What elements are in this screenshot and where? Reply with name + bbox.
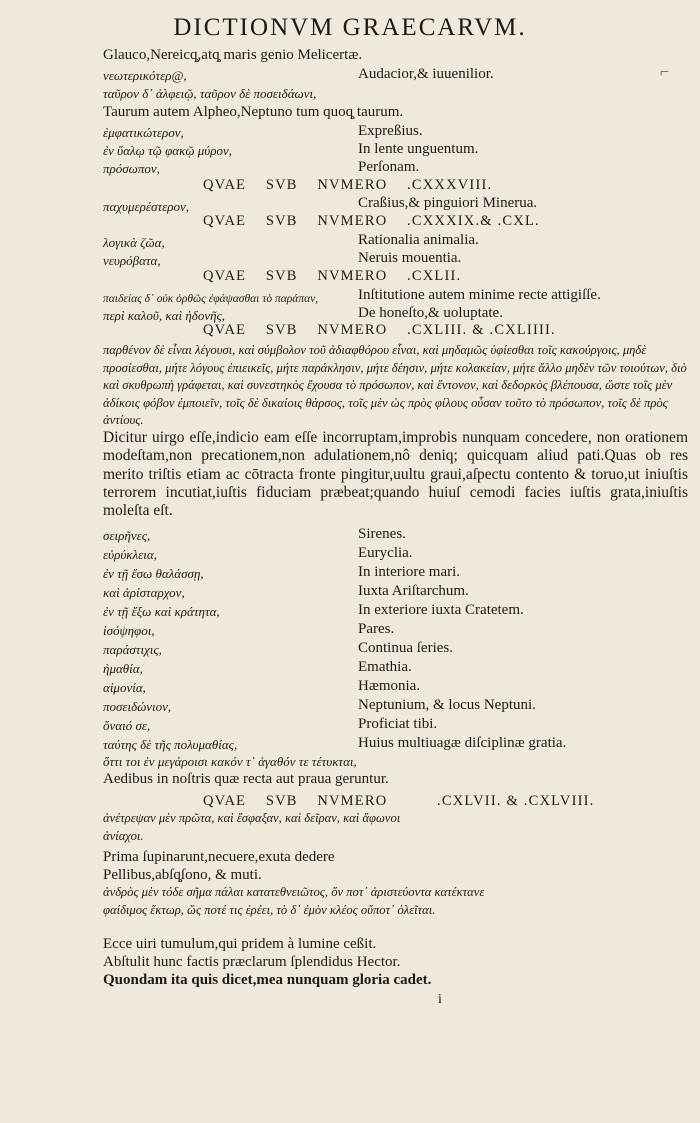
- greek-line: ὅττι τοι ἐν μεγάροισι κακόν τ᾽ ἀγαθόν τε τέτυκται,: [103, 754, 357, 769]
- latin-translation: Expreßius.: [358, 123, 423, 139]
- greek-term: παράστιχις,: [103, 642, 162, 657]
- text-line: Taurum autem Alpheo,Neptuno tum quoq̧ taurum.: [103, 104, 404, 120]
- text-line: Glauco,Nereicq̧,atq̧ maris genio Melicertæ.: [103, 47, 363, 63]
- heading-word: SVB: [265, 322, 298, 338]
- heading-number: .CXLIII. & .CXLIIII.: [407, 322, 556, 338]
- greek-term: παχυμερέστερον,: [103, 199, 189, 214]
- latin-translation: In lente unguentum.: [358, 141, 479, 157]
- latin-translation: Rationalia animalia.: [358, 232, 479, 248]
- greek-term: νευρόβατα,: [103, 253, 161, 268]
- heading-number: .CXLII.: [407, 268, 462, 284]
- greek-term: ἰσόψηφοι,: [103, 623, 155, 638]
- latin-translation: Huius multiuagæ diſciplinæ gratia.: [358, 735, 567, 751]
- heading-word: QVAE: [203, 793, 247, 809]
- latin-paragraph: Dicitur uirgo eſſe,indicio eam eſſe incorruptam,improbis nunquam concedere, non orationem modeſtam,non precationem,non adulationem,nô deniq; quicquam aliud pati.Quas ob res merito triſtis etiam ac cōtracta fronte pingitur,uultu graui,aſpectu contento & toruo,ut iniuſtis terrorem incutiat,iuſtis fiduciam præbeat;quando huiuſ cemodi facies iuſtis grata,iniuſtis moleſta eſt.: [103, 429, 688, 520]
- latin-translation: De honeſto,& uoluptate.: [358, 305, 503, 321]
- greek-term: ἐν τῇ ἔσω θαλάσσῃ,: [103, 566, 204, 581]
- greek-term: ἠμαθία,: [103, 661, 143, 676]
- greek-term: ταύτης δὲ τῆς πολυμαθίας,: [103, 737, 238, 752]
- section-heading: [203, 177, 492, 194]
- running-header: DICTIONVM GRAECARVM.: [173, 14, 527, 41]
- text-line: Aedibus in noſtris quæ recta aut praua geruntur.: [103, 771, 389, 787]
- heading-word: QVAE: [203, 177, 247, 193]
- heading-word: NVMERO: [317, 793, 388, 809]
- heading-word: QVAE: [203, 322, 247, 338]
- latin-translation: In exteriore iuxta Cratetem.: [358, 602, 524, 618]
- latin-translation: Proficiat tibi.: [358, 716, 438, 732]
- greek-term: ποσειδώνιον,: [103, 699, 172, 714]
- greek-term: νεωτερικότερ@,: [103, 68, 187, 83]
- latin-translation: Hæmonia.: [358, 678, 421, 694]
- heading-word: SVB: [265, 177, 298, 193]
- greek-paragraph: ἀνέτρεψαν μὲν πρῶτα, καὶ ἔσφαξαν, καὶ δεῖραν, καὶ ἄφωνοι ἀνίαχοι.: [103, 811, 401, 843]
- greek-term: σειρῆνες,: [103, 528, 151, 543]
- heading-number: .CXLVII. & .CXLVIII.: [437, 793, 595, 809]
- greek-term: περὶ καλοῦ, καὶ ἡδονῆς,: [103, 308, 226, 323]
- section-heading: [203, 268, 461, 285]
- heading-number: .CXXXVIII.: [407, 177, 493, 193]
- text-line: Pellibus,abſq̧ſono, & muti.: [103, 867, 262, 883]
- heading-word: NVMERO: [317, 213, 388, 229]
- heading-word: SVB: [265, 213, 298, 229]
- heading-word: QVAE: [203, 213, 247, 229]
- latin-translation: Iuxta Ariſtarchum.: [358, 583, 469, 599]
- heading-number: .CXXXIX.& .CXL.: [407, 213, 540, 229]
- heading-word: NVMERO: [317, 268, 388, 284]
- greek-term: ταῦρον δ᾽ ἀλφειῷ, ταῦρον δὲ ποσειδάωνι,: [103, 86, 317, 101]
- heading-word: NVMERO: [317, 177, 388, 193]
- text-line: Quondam ita quis dicet,mea nunquam gloria cadet.: [103, 972, 432, 988]
- latin-translation: Inſtitutione autem minime recte attigiſſe.: [358, 287, 601, 303]
- heading-word: QVAE: [203, 268, 247, 284]
- greek-paragraph: ἀνδρὸς μὲν τόδε σῆμα πάλαι κατατεθνειῶτος, ὅν ποτ᾽ ἀριστεύοντα κατέκτανε φαίδιμος ἕκτωρ, ὥς ποτέ τις ἐρέει, τὸ δ᾽ ἐμὸν κλέος οὔποτ᾽ ὀλεῖται.: [103, 885, 485, 917]
- greek-paragraph: παρθένον δὲ εἶναι λέγουσι, καὶ σύμβολον τοῦ ἀδιαφθόρου εἶναι, καὶ μηδαμῶς ὑφίεσθαι τοῖς κακούργοις, μηδὲ προσίεσθαι, μήτε λόγους ἐπιεικεῖς, μήτε παράκλησιν, μήτε δέησιν, μήτε κολακείαν, μήτε ἄλλο μηδὲν τῶν τοιούτων, διὸ καὶ σκυθρωπὴ γράφεται, καὶ συνεστηκὸς ἔχουσα τὸ πρόσωπον, καὶ ἔντονον, καὶ δεδορκὸς βλέπουσα, ὥστε τοῖς μὲν ἀδίκοις φόβον ἐμποιεῖν, τοῖς δὲ δικαίοις θάρσος, τοῖς μὲν ὡς πρὸς φίλους οὖσαν τοῦτο τὸ πρόσωπον, τοῖς δὲ πρὸς ἀντίους.: [103, 343, 687, 428]
- latin-translation: In interiore mari.: [358, 564, 461, 580]
- margin-mark: ⌐: [660, 64, 670, 81]
- greek-term: λογικὰ ζῶα,: [103, 235, 165, 250]
- heading-word: SVB: [265, 268, 298, 284]
- heading-word: SVB: [265, 793, 298, 809]
- greek-term: καὶ ἀρίσταρχον,: [103, 585, 185, 600]
- text-line: Prima ſupinarunt,necuere,exuta dedere: [103, 849, 335, 865]
- latin-translation: Audacior,& iuuenilior.: [358, 66, 494, 82]
- heading-word: NVMERO: [317, 322, 388, 338]
- greek-term: ἐν ὕαλῳ τῷ φακῷ μύρον,: [103, 143, 233, 158]
- section-heading: [203, 213, 540, 230]
- greek-term: αἱμονία,: [103, 680, 146, 695]
- latin-translation: Eurycliа.: [358, 545, 413, 561]
- section-heading: [203, 793, 594, 810]
- latin-translation: Neruis mouentia.: [358, 250, 462, 266]
- latin-translation: Neptunium, & locus Neptuni.: [358, 697, 536, 713]
- latin-translation: Perſonam.: [358, 159, 420, 175]
- signature-mark: i: [438, 992, 442, 1007]
- latin-translation: Continua ſeries.: [358, 640, 453, 656]
- greek-term: ἐν τῇ ἔξω καὶ κράτητα,: [103, 604, 220, 619]
- latin-translation: Emathia.: [358, 659, 412, 675]
- text-line: Abſtulit hunc factis præclarum ſplendidus Hector.: [103, 954, 401, 970]
- section-heading: [203, 322, 556, 339]
- greek-term: πρόσωπον,: [103, 161, 160, 176]
- greek-term: παιδείας δ᾽ οὐκ ὀρθῶς ἐφάψασθαι τὸ παράπαν,: [103, 293, 319, 305]
- greek-term: ἐμφατικώτερον,: [103, 125, 184, 140]
- latin-translation: Sirenes.: [358, 526, 406, 542]
- greek-term: ὄναιό σε,: [103, 718, 151, 733]
- greek-term: εὐρύκλεια,: [103, 547, 157, 562]
- text-line: Ecce uiri tumulum,qui pridem à lumine ceßit.: [103, 936, 377, 952]
- latin-translation: Craßius,& pinguiori Minerua.: [358, 195, 538, 211]
- latin-translation: Pares.: [358, 621, 395, 637]
